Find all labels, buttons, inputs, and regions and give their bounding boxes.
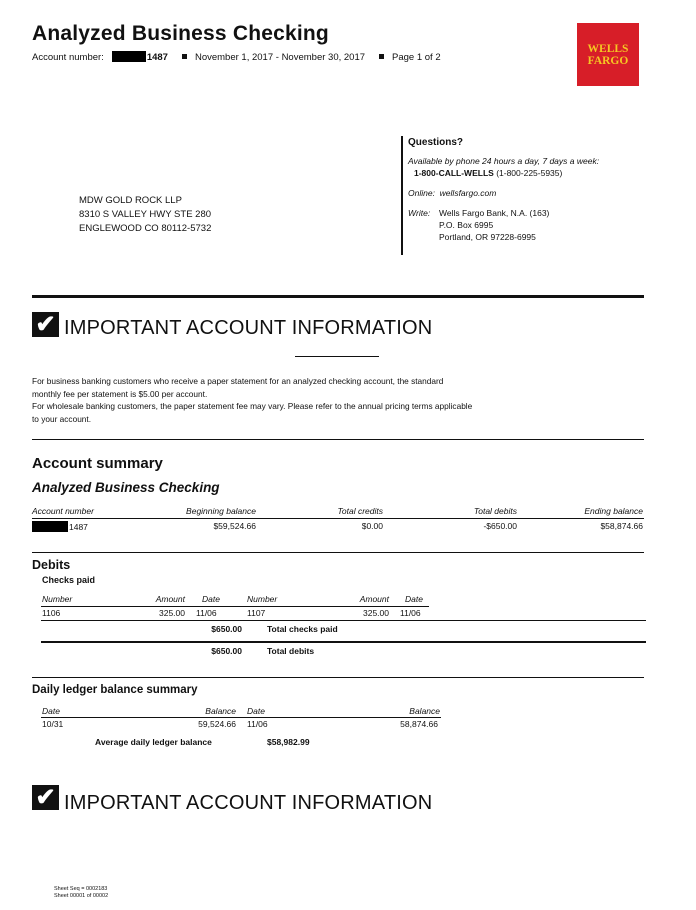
sheet-seq: Sheet Seq = 0002183 xyxy=(54,886,108,892)
col-ledger-balance-2: Balance xyxy=(409,706,440,716)
statement-period: November 1, 2017 - November 30, 2017 xyxy=(194,52,366,63)
statement-meta xyxy=(32,51,441,63)
logo-line-1: WELLS xyxy=(587,42,629,55)
average-balance-label: Average daily ledger balance xyxy=(95,737,212,747)
write-label: Write: xyxy=(408,208,431,218)
phone-number[interactable]: (1-800-225-5935) xyxy=(496,168,563,178)
redacted-block xyxy=(32,521,68,532)
checks-paid-heading: Checks paid xyxy=(42,575,96,585)
phone-main[interactable]: 1-800-CALL-WELLS xyxy=(414,168,494,178)
check-date: 11/06 xyxy=(196,608,217,618)
ledger-balance: 58,874.66 xyxy=(400,719,438,729)
ledger-heading: Daily ledger balance summary xyxy=(32,684,198,696)
important-heading: IMPORTANT ACCOUNT INFORMATION xyxy=(64,317,433,339)
col-total-credits: Total credits xyxy=(337,506,383,516)
account-summary-heading: Account summary xyxy=(32,455,163,472)
section-divider xyxy=(32,295,644,298)
questions-divider xyxy=(401,136,403,255)
statement-title: Analyzed Business Checking xyxy=(32,22,329,45)
check-number: 1106 xyxy=(42,608,61,618)
account-label: Account number: xyxy=(32,52,104,63)
summary-account-number xyxy=(32,521,88,532)
col-ledger-date-2: Date xyxy=(247,706,265,716)
col-amount-2: Amount xyxy=(359,594,389,604)
check-date: 11/06 xyxy=(400,608,421,618)
ledger-date: 10/31 xyxy=(42,719,64,729)
section-divider xyxy=(32,677,644,678)
check-number: 1107 xyxy=(247,608,266,618)
col-number: Number xyxy=(42,594,73,604)
table-header-rule xyxy=(41,606,429,607)
section-divider xyxy=(32,439,644,440)
col-account-number: Account number xyxy=(32,506,94,516)
total-debits-amount: $650.00 xyxy=(211,646,242,656)
questions-box xyxy=(408,137,599,243)
online-label: Online: xyxy=(408,188,435,198)
ledger-balance: 59,524.66 xyxy=(198,719,236,729)
summary-credits-value: $0.00 xyxy=(361,521,383,531)
col-number-2: Number xyxy=(247,594,278,604)
col-amount: Amount xyxy=(155,594,185,604)
check-amount: 325.00 xyxy=(363,608,389,618)
redacted-block xyxy=(112,51,146,62)
col-date-2: Date xyxy=(405,594,423,604)
important-line-2: monthly fee per statement is $5.00 per account. xyxy=(32,388,208,399)
sheet-count: Sheet 00001 of 00002 xyxy=(54,893,109,899)
short-divider xyxy=(295,356,379,357)
write-line-3: Portland, OR 97228-6995 xyxy=(439,232,536,242)
important-line-3: For wholesale banking customers, the paper statement fee may vary. Please refer to the annual pricing terms applicable xyxy=(32,401,473,411)
col-ledger-balance: Balance xyxy=(205,706,236,716)
important-line-4: to your account. xyxy=(32,413,92,424)
important-text xyxy=(32,375,512,425)
address-line-2: 8310 S VALLEY HWY STE 280 xyxy=(79,209,212,220)
write-line-1: Wells Fargo Bank, N.A. (163) xyxy=(439,208,550,218)
questions-title: Questions? xyxy=(408,137,464,148)
table-header-rule xyxy=(32,518,644,519)
summary-account-suffix: 1487 xyxy=(69,522,88,532)
col-date: Date xyxy=(202,594,220,604)
important-heading-2: IMPORTANT ACCOUNT INFORMATION xyxy=(64,792,433,814)
total-debits-label: Total debits xyxy=(267,646,315,656)
sheet-footer xyxy=(54,886,108,900)
address-line-1: MDW GOLD ROCK LLP xyxy=(79,195,182,206)
mailing-address xyxy=(79,194,211,236)
col-total-debits: Total debits xyxy=(473,506,517,516)
total-rule xyxy=(41,641,646,643)
total-checks-amount: $650.00 xyxy=(211,624,242,634)
phone-note: Available by phone 24 hours a day, 7 days a week: xyxy=(408,156,600,166)
total-checks-label: Total checks paid xyxy=(267,624,338,634)
col-beginning-balance: Beginning balance xyxy=(186,506,256,516)
checkmark-icon: ✔ xyxy=(32,312,59,337)
summary-debits-value: -$650.00 xyxy=(483,521,517,531)
check-amount: 325.00 xyxy=(159,608,185,618)
checkmark-icon: ✔ xyxy=(32,785,59,810)
wells-fargo-logo xyxy=(577,23,639,86)
write-line-2: P.O. Box 6995 xyxy=(439,220,494,230)
row-rule xyxy=(41,620,646,621)
account-suffix: 1487 xyxy=(146,52,168,63)
account-summary-subheading: Analyzed Business Checking xyxy=(32,480,220,495)
address-line-3: ENGLEWOOD CO 80112-5732 xyxy=(79,223,212,234)
table-header-rule xyxy=(41,717,441,718)
debits-heading: Debits xyxy=(32,558,71,572)
col-ending-balance: Ending balance xyxy=(584,506,643,516)
ledger-date: 11/06 xyxy=(247,719,268,729)
online-link[interactable]: wellsfargo.com xyxy=(439,188,497,198)
bullet-icon xyxy=(379,54,384,59)
average-balance-value: $58,982.99 xyxy=(267,737,310,747)
summary-beginning-value: $59,524.66 xyxy=(213,521,256,531)
page-number: Page 1 of 2 xyxy=(392,52,441,63)
important-line-1: For business banking customers who receive a paper statement for an analyzed checking account, the standard xyxy=(32,376,444,386)
bullet-icon xyxy=(182,54,187,59)
summary-ending-value: $58,874.66 xyxy=(600,521,643,531)
section-divider xyxy=(32,552,644,553)
logo-line-2: FARGO xyxy=(587,54,629,67)
col-ledger-date: Date xyxy=(42,706,60,716)
